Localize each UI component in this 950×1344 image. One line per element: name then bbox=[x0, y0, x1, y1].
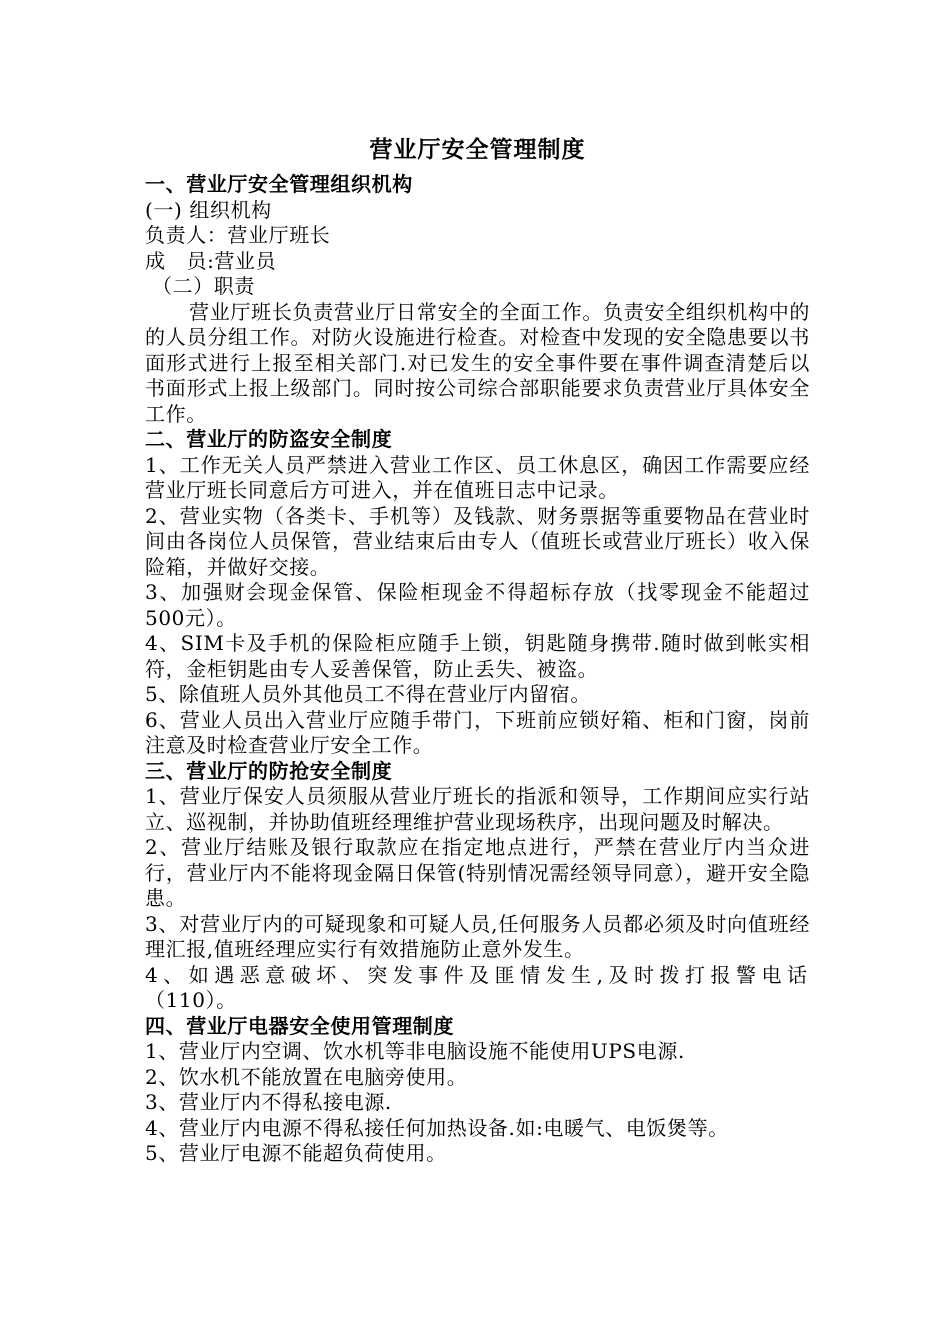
subheading-duties: （二）职责 bbox=[145, 274, 255, 298]
members: 成 员:营业员 bbox=[145, 248, 277, 273]
list-item: 2、营业厅结账及银行取款应在指定地点进行，严禁在营业厅内当众进行，营业厅内不能将现金隔日保管(特别情况需经领导同意），避开安全隐患。 bbox=[145, 835, 810, 910]
list-item: 1、营业厅内空调、饮水机等非电脑设施不能使用UPS电源. bbox=[145, 1039, 685, 1063]
list-item: 1、营业厅保安人员须服从营业厅班长的指派和领导，工作期间应实行站立、巡视制，并协助值班经理维护营业现场秩序，出现问题及时解决。 bbox=[145, 784, 810, 834]
list-item: 5、营业厅电源不能超负荷使用。 bbox=[145, 1141, 447, 1165]
list-item: 3、加强财会现金保管、保险柜现金不得超标存放（找零现金不能超过500元）。 bbox=[145, 580, 810, 630]
list-item: 3、营业厅内不得私接电源. bbox=[145, 1090, 392, 1114]
list-item: 2、饮水机不能放置在电脑旁使用。 bbox=[145, 1064, 468, 1089]
list-item: 2、营业实物（各类卡、手机等）及钱款、财务票据等重要物品在营业时间由各岗位人员保管，营业结束后由专人（值班长或营业厅班长）收入保险箱，并做好交接。 bbox=[145, 503, 810, 579]
list-item: 4、如遇恶意破坏、突发事件及匪情发生,及时拨打报警电话 bbox=[145, 962, 810, 987]
section-heading: 四、营业厅电器安全使用管理制度 bbox=[145, 1013, 454, 1038]
subheading-org: (一) 组织机构 bbox=[145, 197, 272, 222]
list-item: 4、SIM卡及手机的保险柜应随手上锁，钥匙随身携带.随时做到帐实相符，金柜钥匙由专人妥善保管，防止丢失、被盗。 bbox=[145, 631, 810, 681]
section-heading: 一、营业厅安全管理组织机构 bbox=[145, 172, 413, 196]
section-anti-robbery bbox=[145, 759, 810, 1014]
responsible-person: 负责人：营业厅班长 bbox=[145, 223, 331, 247]
section-anti-theft bbox=[145, 427, 810, 759]
list-item: 3、对营业厅内的可疑现象和可疑人员,任何服务人员都必须及时向值班经理汇报,值班经理应实行有效措施防止意外发生。 bbox=[145, 911, 810, 961]
document-page bbox=[145, 130, 810, 1167]
document-title: 营业厅安全管理制度 bbox=[369, 137, 586, 163]
duties-paragraph: 营业厅班长负责营业厅日常安全的全面工作。负责安全组织机构中的的人员分组工作。对防火设施进行检查。对检查中发现的安全隐患要以书面形式进行上报至相关部门.对已发生的安全事件要在事件调查清楚后以书面形式上报上级部门。同时按公司综合部职能要求负责营业厅具体安全工作。 bbox=[145, 299, 810, 426]
list-item-continuation: （110）。 bbox=[145, 988, 237, 1012]
section-heading: 三、营业厅的防抢安全制度 bbox=[145, 758, 393, 783]
list-item: 1、工作无关人员严禁进入营业工作区、员工休息区，确因工作需要应经营业厅班长同意后方可进入，并在值班日志中记录。 bbox=[145, 452, 810, 502]
list-item: 6、营业人员出入营业厅应随手带门，下班前应锁好箱、柜和门窗，岗前注意及时检查营业厅安全工作。 bbox=[145, 707, 810, 757]
section-org-structure bbox=[145, 172, 810, 427]
section-heading: 二、营业厅的防盗安全制度 bbox=[145, 427, 393, 451]
list-item: 5、除值班人员外其他员工不得在营业厅内留宿。 bbox=[145, 682, 591, 706]
section-electrical-safety bbox=[145, 1014, 810, 1167]
list-item: 4、营业厅内电源不得私接任何加热设备.如:电暖气、电饭煲等。 bbox=[145, 1115, 729, 1140]
